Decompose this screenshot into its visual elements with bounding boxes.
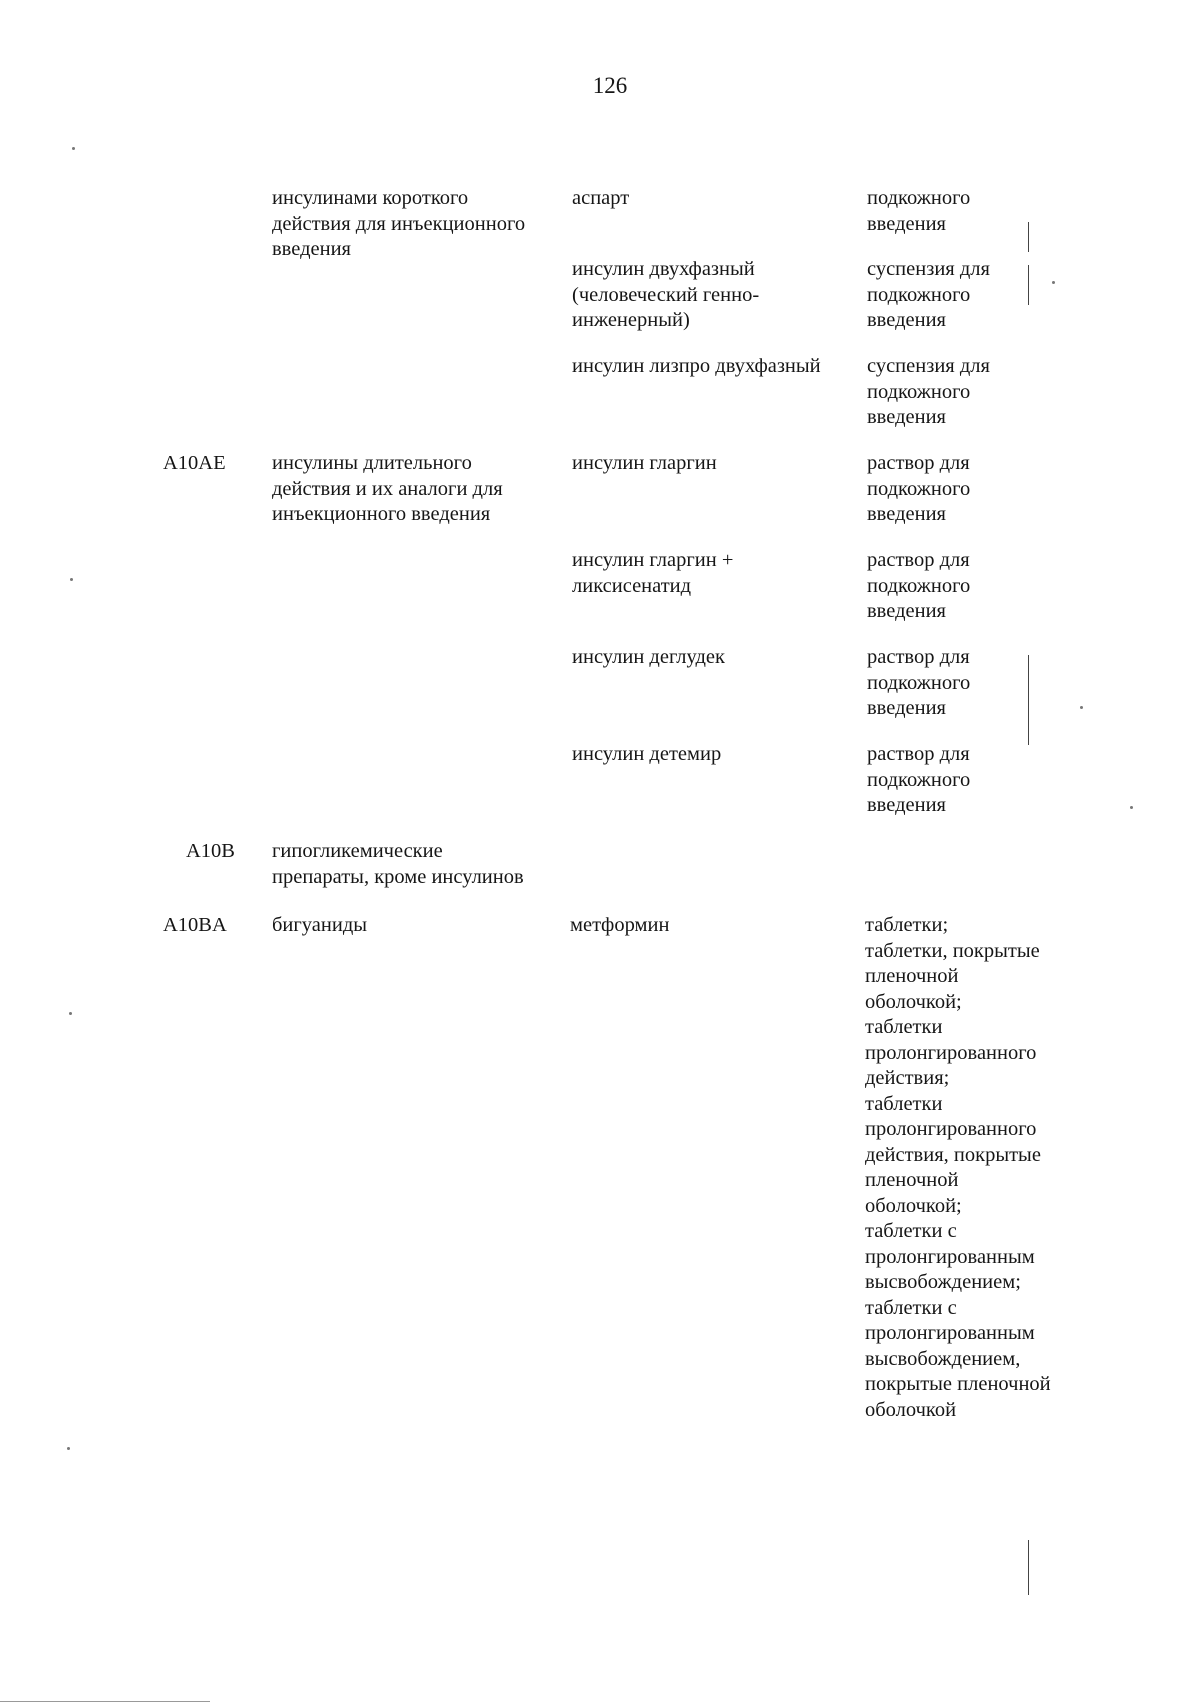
scan-line bbox=[1028, 265, 1029, 305]
group-name: бигуаниды bbox=[272, 914, 368, 936]
dosage-form: раствор для подкожного введения bbox=[867, 549, 971, 622]
drug-name: инсулин детемир bbox=[572, 743, 722, 765]
scan-line bbox=[1028, 655, 1029, 745]
scan-speck bbox=[70, 578, 73, 581]
page-number: 126 bbox=[592, 73, 628, 98]
scan-speck bbox=[69, 1012, 72, 1015]
dosage-form: раствор для подкожного введения bbox=[867, 452, 971, 525]
atc-code: A10AE bbox=[163, 452, 226, 474]
dosage-form: таблетки; таблетки, покрытые пленочной оболочкой; таблетки пролонгированного действия; таблетки пролонгированного действия, покрытые пленочной оболочкой; таблетки с пролонгированным высвобождением; таблетки с пролонгированным высвобождением, покрытые пленочной оболочкой bbox=[865, 914, 1051, 1421]
dosage-form: подкожного введения bbox=[867, 187, 971, 235]
scan-speck bbox=[1052, 281, 1055, 284]
dosage-form: суспензия для подкожного введения bbox=[867, 258, 990, 331]
scan-line bbox=[1028, 222, 1029, 252]
drug-name: инсулин двухфазный (человеческий генно- инженерный) bbox=[572, 258, 760, 331]
scan-speck bbox=[1130, 806, 1133, 809]
scan-line bbox=[0, 1701, 210, 1702]
drug-name: инсулин лизпро двухфазный bbox=[572, 355, 821, 377]
scan-line bbox=[1028, 1540, 1029, 1595]
atc-code: A10BA bbox=[163, 914, 227, 936]
drug-name: инсулин гларгин + ликсисенатид bbox=[572, 549, 734, 597]
group-name: инсулины длительного действия и их аналоги для инъекционного введения bbox=[272, 452, 503, 525]
dosage-form: раствор для подкожного введения bbox=[867, 646, 971, 719]
dosage-form: суспензия для подкожного введения bbox=[867, 355, 990, 428]
scan-speck bbox=[72, 147, 75, 150]
atc-code: A10B bbox=[186, 840, 235, 862]
drug-name: инсулин деглудек bbox=[572, 646, 725, 668]
group-name: инсулинами короткого действия для инъекционного введения bbox=[272, 187, 526, 260]
scan-speck bbox=[67, 1447, 70, 1450]
drug-name: инсулин гларгин bbox=[572, 452, 717, 474]
drug-name: аспарт bbox=[572, 187, 630, 209]
dosage-form: раствор для подкожного введения bbox=[867, 743, 971, 816]
drug-name: метформин bbox=[570, 914, 670, 936]
scan-speck bbox=[1080, 706, 1083, 709]
group-name: гипогликемические препараты, кроме инсулинов bbox=[272, 840, 524, 888]
